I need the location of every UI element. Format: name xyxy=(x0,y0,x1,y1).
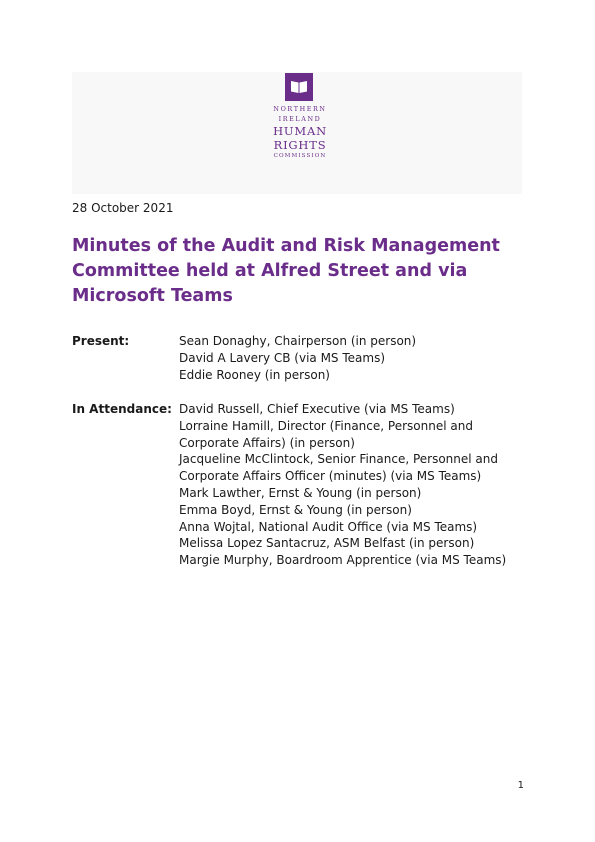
logo-line-ireland: IRELAND xyxy=(278,115,322,123)
list-item: Melissa Lopez Santacruz, ASM Belfast (in person) xyxy=(179,536,475,551)
list-item: Sean Donaghy, Chairperson (in person) xyxy=(179,334,417,348)
list-item: Lorraine Hamill, Director (Finance, Personnel and xyxy=(179,418,473,433)
document-title: Minutes of the Audit and Risk Management Committee held at Alfred Street and via Microsoft Teams xyxy=(72,236,500,306)
logo-line-commission: COMMISSION xyxy=(273,153,327,159)
attendance-list xyxy=(179,401,524,569)
logo-line-human: HUMAN xyxy=(273,124,327,138)
list-item: Eddie Rooney (in person) xyxy=(179,367,330,382)
page-number: 1 xyxy=(517,780,524,791)
list-item: Corporate Affairs Officer (minutes) (via MS Teams) xyxy=(179,469,482,484)
list-item: David Russell, Chief Executive (via MS Teams) xyxy=(179,402,455,416)
meeting-date: 28 October 2021 xyxy=(72,201,174,215)
attendance-label: In Attendance: xyxy=(72,402,172,416)
list-item: Emma Boyd, Ernst & Young (in person) xyxy=(179,502,412,517)
list-item: Anna Wojtal, National Audit Office (via MS Teams) xyxy=(179,519,478,534)
logo-line-rights: RIGHTS xyxy=(273,138,327,152)
list-item: Jacqueline McClintock, Senior Finance, Personnel and xyxy=(179,452,498,467)
list-item: Corporate Affairs) (in person) xyxy=(179,435,355,450)
book-logo-icon xyxy=(285,73,313,101)
list-item: Margie Murphy, Boardroom Apprentice (via MS Teams) xyxy=(179,553,507,568)
list-item: David A Lavery CB (via MS Teams) xyxy=(179,350,386,365)
present-list xyxy=(179,333,524,383)
logo-line-northern: NORTHERN xyxy=(273,105,327,113)
logo-wordmark xyxy=(250,104,350,161)
list-item: Mark Lawther, Ernst & Young (in person) xyxy=(179,485,422,500)
present-label: Present: xyxy=(72,334,130,348)
